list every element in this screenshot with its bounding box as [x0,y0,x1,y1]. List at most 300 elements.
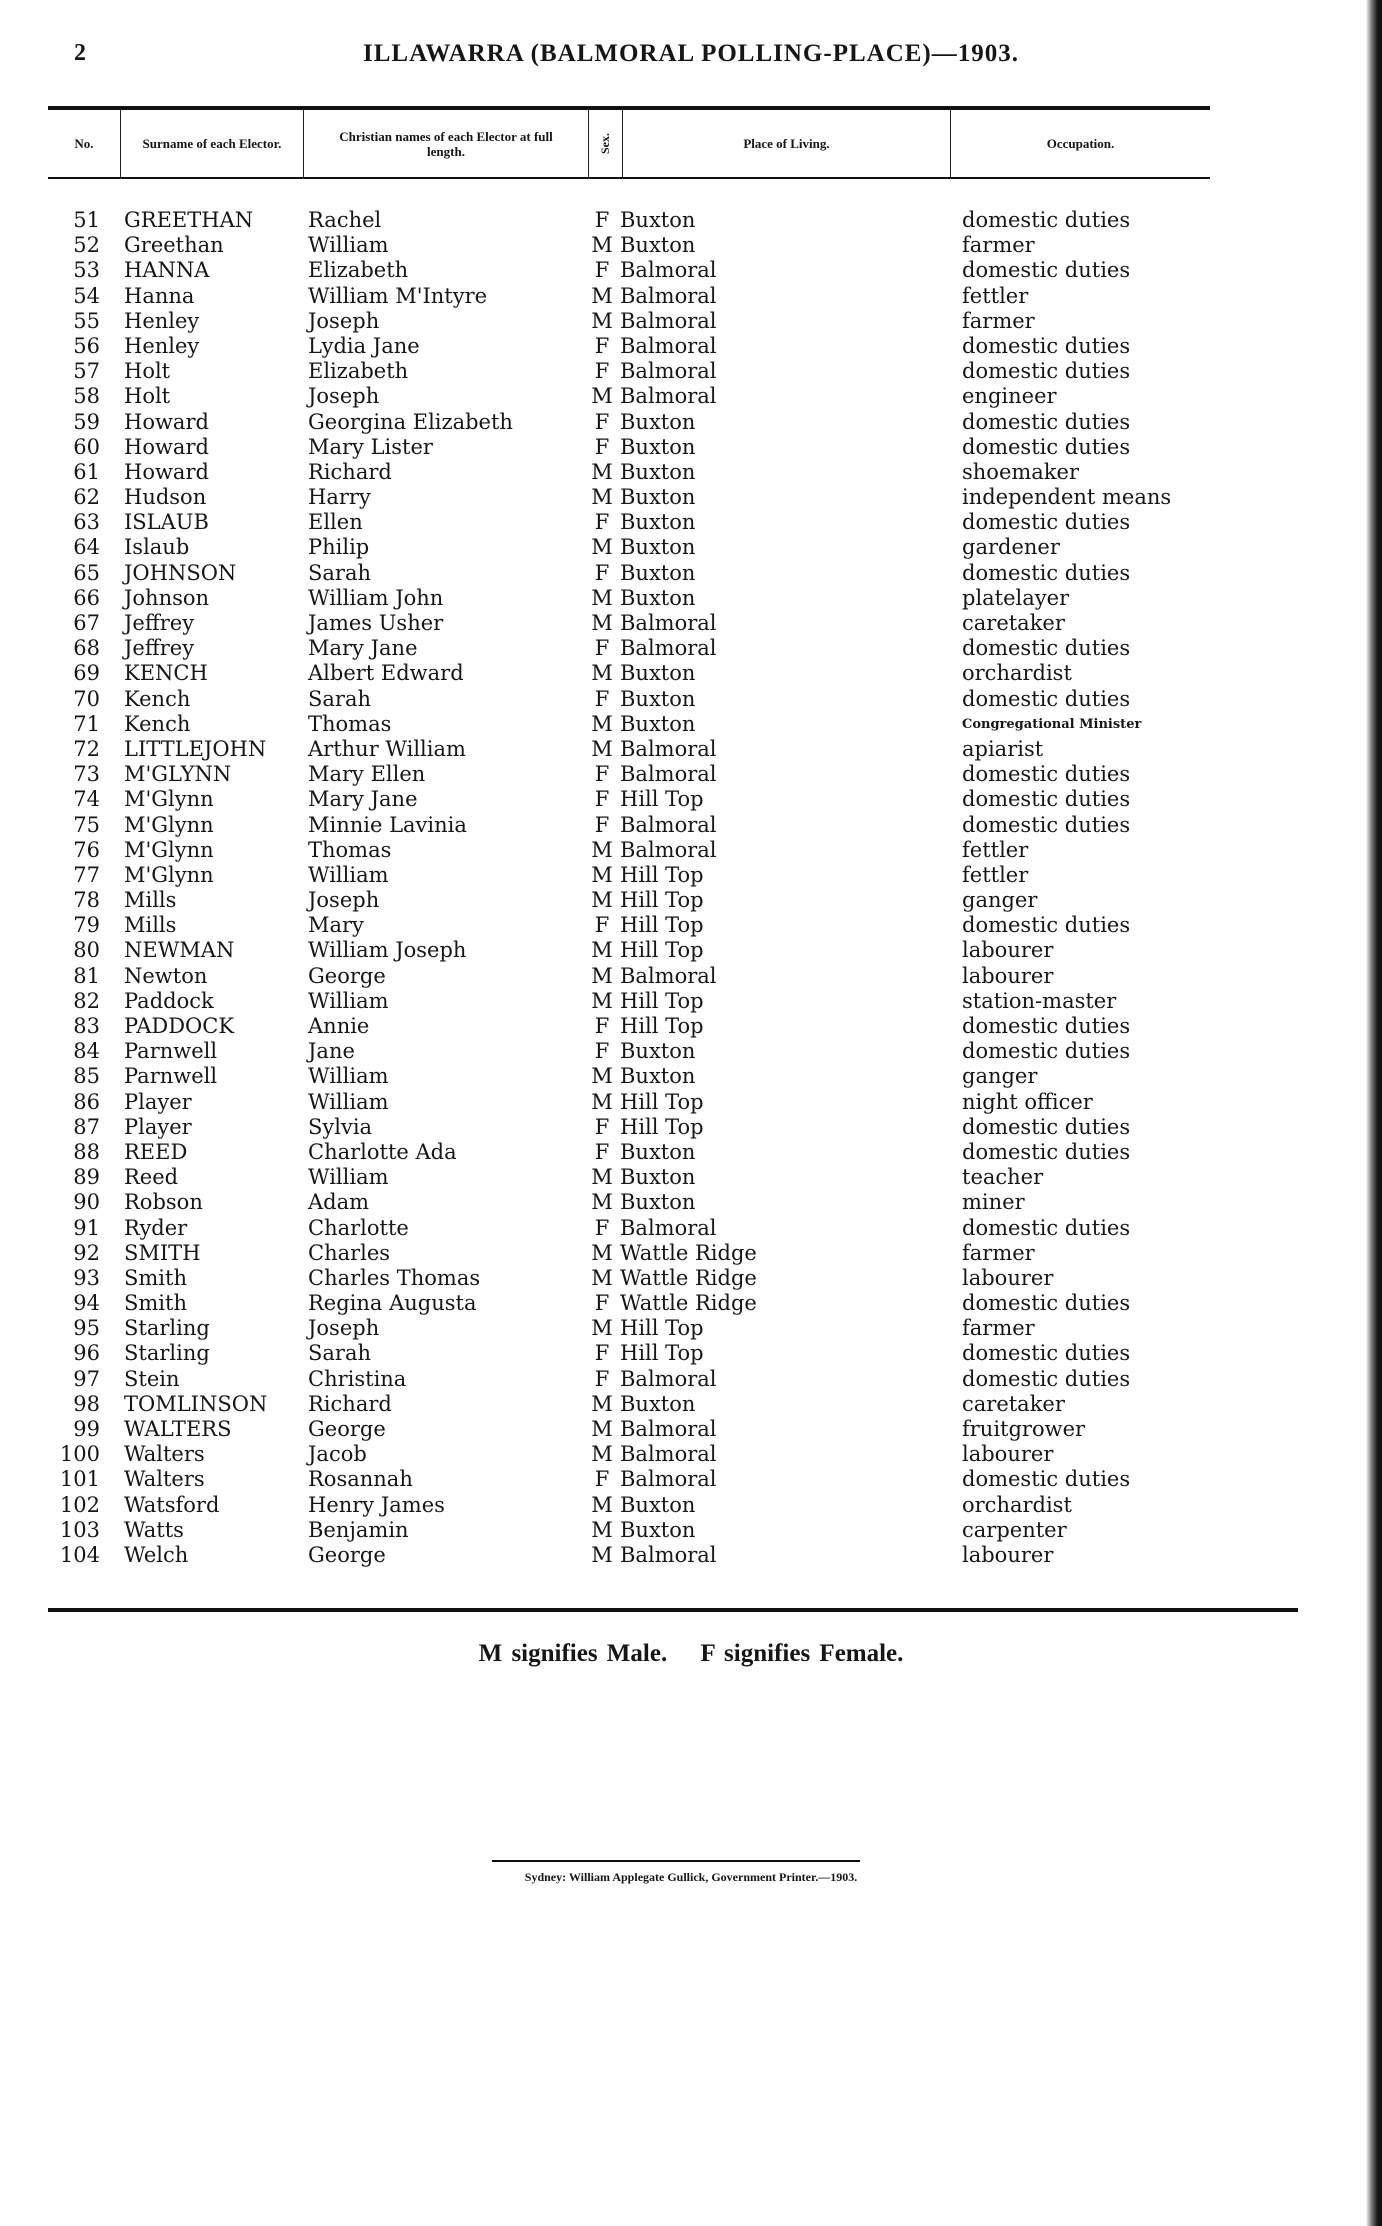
elector-occupation: labourer [962,1265,1054,1290]
elector-sex: M [591,611,613,635]
elector-sex: M [591,862,613,887]
elector-christian-names: Mary Jane [308,787,418,812]
elector-number: 99 [73,1417,100,1441]
page-number: 2 [74,40,86,66]
elector-sex: M [591,1542,613,1567]
elector-sex: F [594,686,610,711]
column-header-surname: Surname of each Elector. [120,110,303,177]
elector-christian-names: Arthur William [308,736,466,761]
table-row [0,1341,1382,1366]
elector-number: 95 [73,1316,100,1341]
elector-place-of-living: Balmoral [620,333,717,358]
elector-surname: Johnson [124,585,210,610]
elector-occupation: domestic duties [962,1139,1131,1164]
elector-occupation: miner [962,1190,1025,1215]
elector-christian-names: Richard [308,459,392,484]
elector-christian-names: Benjamin [308,1517,409,1542]
table-row [0,813,1382,838]
elector-sex: F [594,560,610,585]
elector-sex: F [594,1366,610,1391]
table-row [0,611,1382,636]
table-row [0,1064,1382,1089]
elector-surname: WALTERS [124,1417,232,1441]
elector-place-of-living: Buxton [620,1139,696,1164]
elector-place-of-living: Hill Top [620,1114,704,1139]
elector-sex: M [591,535,613,560]
elector-number: 78 [73,888,100,913]
elector-sex: M [591,938,613,963]
elector-number: 56 [73,333,100,358]
table-row [0,989,1382,1014]
elector-surname: Greethan [124,233,224,258]
elector-christian-names: George [308,1542,386,1567]
elector-christian-names: Rosannah [308,1467,413,1492]
elector-christian-names: Georgina Elizabeth [308,409,513,434]
elector-sex: M [591,485,613,510]
elector-surname: Smith [124,1265,187,1290]
elector-surname: Howard [124,434,209,459]
elector-surname: M'Glynn [124,837,214,862]
elector-sex: M [591,384,613,409]
elector-number: 71 [73,711,100,736]
elector-occupation: fettler [962,837,1029,862]
elector-place-of-living: Balmoral [620,812,717,837]
elector-occupation: domestic duties [962,762,1131,787]
table-row [0,1316,1382,1341]
elector-place-of-living: Buxton [620,1039,696,1064]
elector-christian-names: Charlotte Ada [308,1139,457,1164]
elector-christian-names: Annie [308,1014,370,1038]
elector-christian-names: Ellen [308,510,363,535]
elector-number: 54 [73,283,100,308]
elector-christian-names: Sarah [308,686,371,711]
elector-surname: JOHNSON [124,560,237,585]
elector-sex: F [594,359,610,384]
page-header [0,38,1382,78]
elector-place-of-living: Buxton [620,208,696,232]
elector-occupation: domestic duties [962,434,1131,459]
elector-occupation: domestic duties [962,1014,1131,1038]
elector-sex: F [594,636,610,661]
imprint-rule [492,1860,860,1862]
elector-occupation: domestic duties [962,812,1131,837]
elector-number: 67 [73,611,100,635]
electors-list [0,208,1382,1568]
elector-sex: M [591,1089,613,1114]
table-row [0,258,1382,283]
elector-number: 57 [73,359,100,384]
elector-occupation: domestic duties [962,208,1131,232]
elector-sex: M [591,233,613,258]
elector-surname: Ryder [124,1215,188,1240]
elector-number: 104 [59,1542,100,1567]
elector-place-of-living: Balmoral [620,736,717,761]
elector-place-of-living: Balmoral [620,283,717,308]
elector-sex: F [594,1341,610,1366]
column-header-christian-names: Christian names of each Elector at full length. [303,110,588,177]
elector-christian-names: Elizabeth [308,359,409,384]
column-header-place-of-living: Place of Living. [622,110,950,177]
column-header-no: No. [74,136,94,151]
elector-number: 91 [73,1215,100,1240]
elector-christian-names: William [308,988,389,1013]
table-row [0,384,1382,409]
elector-sex: M [591,1517,613,1542]
elector-christian-names: Albert Edward [308,661,464,686]
table-row [0,1190,1382,1215]
table-row [0,233,1382,258]
elector-occupation: farmer [962,1316,1035,1341]
elector-christian-names: Sarah [308,560,371,585]
elector-place-of-living: Hill Top [620,1316,704,1341]
elector-occupation: platelayer [962,585,1070,610]
elector-occupation: domestic duties [962,636,1131,661]
elector-number: 89 [73,1165,100,1190]
elector-surname: NEWMAN [124,938,235,963]
elector-place-of-living: Balmoral [620,636,717,661]
table-row [0,334,1382,359]
table-row [0,687,1382,712]
elector-christian-names: Joseph [308,384,380,409]
elector-surname: Robson [124,1190,203,1215]
elector-number: 82 [73,988,100,1013]
elector-place-of-living: Buxton [620,434,696,459]
elector-occupation: caretaker [962,611,1065,635]
elector-place-of-living: Balmoral [620,1417,717,1441]
column-header-occupation: Occupation. [950,110,1210,177]
elector-number: 58 [73,384,100,409]
table-row [0,208,1382,233]
table-row [0,712,1382,737]
elector-sex: M [591,585,613,610]
elector-place-of-living: Hill Top [620,988,704,1013]
elector-occupation: labourer [962,1542,1054,1567]
table-row [0,661,1382,686]
elector-place-of-living: Hill Top [620,862,704,887]
elector-surname: Hudson [124,485,207,510]
elector-occupation: fettler [962,283,1029,308]
elector-number: 74 [73,787,100,812]
table-row [0,535,1382,560]
elector-occupation: farmer [962,308,1035,333]
table-row [0,888,1382,913]
elector-occupation: domestic duties [962,409,1131,434]
elector-christian-names: Rachel [308,208,382,232]
column-header-sex: Sex. [588,110,622,177]
table-row [0,1140,1382,1165]
printer-imprint: Sydney: William Applegate Gullick, Government Printer.—1903. [524,1870,858,1884]
elector-christian-names: William [308,1165,389,1190]
elector-number: 63 [73,510,100,535]
elector-number: 96 [73,1341,100,1366]
elector-number: 88 [73,1139,100,1164]
elector-surname: Walters [124,1442,205,1467]
elector-occupation: farmer [962,1240,1035,1265]
elector-number: 79 [73,913,100,938]
elector-number: 85 [73,1064,100,1089]
elector-christian-names: Harry [308,485,371,510]
table-row [0,1442,1382,1467]
elector-place-of-living: Buxton [620,1165,696,1190]
table-row [0,309,1382,334]
elector-christian-names: William [308,862,389,887]
elector-number: 97 [73,1366,100,1391]
elector-sex: F [594,510,610,535]
elector-occupation: Congregational Minister [962,716,1142,732]
elector-surname: Jeffrey [124,636,195,661]
elector-christian-names: Mary Ellen [308,762,426,787]
elector-place-of-living: Buxton [620,1064,696,1089]
elector-number: 101 [59,1467,100,1492]
elector-occupation: domestic duties [962,1039,1131,1064]
elector-christian-names: Joseph [308,308,380,333]
page-title: ILLAWARRA (BALMORAL POLLING-PLACE)—1903. [362,40,1020,67]
elector-christian-names: Regina Augusta [308,1291,477,1316]
elector-occupation: farmer [962,233,1035,258]
table-row [0,1367,1382,1392]
table-header-rule [48,177,1210,179]
elector-place-of-living: Wattle Ridge [620,1291,757,1316]
table-row [0,410,1382,435]
table-row [0,1014,1382,1039]
elector-occupation: domestic duties [962,1291,1131,1316]
elector-place-of-living: Hill Top [620,938,704,963]
elector-surname: M'Glynn [124,812,214,837]
elector-number: 55 [73,308,100,333]
elector-occupation: ganger [962,1064,1038,1089]
elector-surname: GREETHAN [124,208,254,232]
elector-number: 73 [73,762,100,787]
elector-occupation: domestic duties [962,787,1131,812]
elector-christian-names: Mary [308,913,364,938]
table-row [0,1493,1382,1518]
elector-number: 64 [73,535,100,560]
elector-occupation: station-master [962,988,1117,1013]
elector-place-of-living: Buxton [620,535,696,560]
table-row [0,1115,1382,1140]
elector-surname: Mills [124,888,177,913]
elector-place-of-living: Buxton [620,510,696,535]
elector-surname: Welch [124,1542,189,1567]
table-row [0,485,1382,510]
elector-sex: M [591,888,613,913]
elector-sex: F [594,1114,610,1139]
elector-christian-names: Mary Lister [308,434,433,459]
elector-place-of-living: Buxton [620,711,696,736]
table-row [0,1417,1382,1442]
elector-place-of-living: Balmoral [620,1366,717,1391]
elector-sex: F [594,434,610,459]
elector-place-of-living: Buxton [620,661,696,686]
elector-number: 59 [73,409,100,434]
table-row [0,1518,1382,1543]
elector-surname: Starling [124,1341,210,1366]
elector-sex: M [591,283,613,308]
table-row [0,1543,1382,1568]
elector-occupation: domestic duties [962,1341,1131,1366]
elector-surname: SMITH [124,1240,201,1265]
elector-sex: M [591,1190,613,1215]
elector-christian-names: James Usher [308,611,444,635]
elector-number: 72 [73,736,100,761]
elector-place-of-living: Balmoral [620,1442,717,1467]
table-bottom-rule [48,1608,1298,1612]
elector-christian-names: Richard [308,1391,392,1416]
elector-place-of-living: Balmoral [620,1467,717,1492]
table-row [0,636,1382,661]
table-row [0,1039,1382,1064]
table-row [0,787,1382,812]
elector-place-of-living: Hill Top [620,787,704,812]
elector-sex: M [591,1391,613,1416]
elector-christian-names: Sarah [308,1341,371,1366]
elector-number: 102 [59,1492,100,1517]
elector-number: 69 [73,661,100,686]
elector-occupation: gardener [962,535,1060,560]
elector-place-of-living: Buxton [620,1492,696,1517]
elector-sex: M [591,1240,613,1265]
elector-surname: TOMLINSON [124,1391,268,1416]
elector-sex: F [594,913,610,938]
elector-occupation: domestic duties [962,913,1131,938]
elector-occupation: domestic duties [962,686,1131,711]
elector-surname: Howard [124,409,209,434]
elector-place-of-living: Balmoral [620,963,717,988]
elector-surname: Hanna [124,283,195,308]
elector-occupation: ganger [962,888,1038,913]
elector-sex: F [594,1014,610,1038]
legend-male: M signifies Male. [478,1640,668,1667]
elector-occupation: orchardist [962,661,1072,686]
elector-number: 51 [73,208,100,232]
table-row [0,838,1382,863]
table-row [0,359,1382,384]
elector-surname: Parnwell [124,1039,218,1064]
elector-surname: M'Glynn [124,787,214,812]
elector-surname: M'Glynn [124,862,214,887]
elector-surname: Newton [124,963,208,988]
sex-legend [0,1640,1382,1668]
elector-christian-names: Mary Jane [308,636,418,661]
elector-christian-names: Lydia Jane [308,333,420,358]
table-row [0,460,1382,485]
elector-christian-names: William [308,1089,389,1114]
elector-surname: Holt [124,359,171,384]
elector-occupation: domestic duties [962,359,1131,384]
elector-occupation: domestic duties [962,1114,1131,1139]
elector-christian-names: Thomas [308,711,392,736]
elector-place-of-living: Balmoral [620,359,717,384]
elector-sex: M [591,988,613,1013]
elector-christian-names: Christina [308,1366,407,1391]
elector-number: 68 [73,636,100,661]
elector-surname: Player [124,1089,192,1114]
elector-surname: Kench [124,711,191,736]
elector-christian-names: Sylvia [308,1114,373,1139]
elector-number: 83 [73,1014,100,1038]
elector-place-of-living: Buxton [620,485,696,510]
elector-christian-names: Elizabeth [308,258,409,283]
elector-number: 81 [73,963,100,988]
elector-christian-names: Philip [308,535,370,560]
elector-place-of-living: Wattle Ridge [620,1240,757,1265]
elector-occupation: domestic duties [962,1467,1131,1492]
table-row [0,1266,1382,1291]
elector-occupation: fruitgrower [962,1417,1086,1441]
elector-place-of-living: Balmoral [620,837,717,862]
elector-occupation: labourer [962,938,1054,963]
elector-sex: F [594,333,610,358]
elector-sex: F [594,812,610,837]
elector-number: 84 [73,1039,100,1064]
table-row [0,863,1382,888]
elector-number: 103 [59,1517,100,1542]
elector-surname: Islaub [124,535,190,560]
table-row [0,1090,1382,1115]
elector-surname: ISLAUB [124,510,209,535]
elector-sex: M [591,711,613,736]
table-row [0,938,1382,963]
elector-number: 100 [59,1442,100,1467]
elector-sex: M [591,1417,613,1441]
elector-sex: M [591,1265,613,1290]
elector-number: 53 [73,258,100,283]
elector-sex: M [591,963,613,988]
elector-place-of-living: Buxton [620,1391,696,1416]
elector-number: 61 [73,459,100,484]
elector-surname: Henley [124,308,200,333]
elector-place-of-living: Buxton [620,1190,696,1215]
elector-number: 80 [73,938,100,963]
elector-number: 77 [73,862,100,887]
elector-number: 52 [73,233,100,258]
elector-place-of-living: Buxton [620,585,696,610]
table-row [0,1467,1382,1492]
elector-number: 70 [73,686,100,711]
elector-surname: LITTLEJOHN [124,736,267,761]
elector-christian-names: Adam [308,1190,370,1215]
elector-place-of-living: Balmoral [620,308,717,333]
elector-sex: F [594,208,610,232]
elector-surname: Reed [124,1165,179,1190]
elector-sex: F [594,787,610,812]
elector-place-of-living: Balmoral [620,1215,717,1240]
elector-sex: F [594,1215,610,1240]
elector-sex: M [591,1442,613,1467]
elector-sex: M [591,308,613,333]
elector-christian-names: William [308,1064,389,1089]
elector-place-of-living: Hill Top [620,1014,704,1038]
table-row [0,964,1382,989]
elector-place-of-living: Hill Top [620,888,704,913]
table-row [0,1291,1382,1316]
table-row [0,737,1382,762]
table-row [0,913,1382,938]
elector-christian-names: George [308,963,386,988]
elector-sex: F [594,1039,610,1064]
elector-place-of-living: Buxton [620,1517,696,1542]
elector-number: 86 [73,1089,100,1114]
elector-surname: Player [124,1114,192,1139]
elector-number: 65 [73,560,100,585]
elector-christian-names: Charles [308,1240,391,1265]
elector-sex: F [594,409,610,434]
elector-number: 87 [73,1114,100,1139]
table-row [0,561,1382,586]
elector-occupation: domestic duties [962,1366,1131,1391]
elector-surname: M'GLYNN [124,762,232,787]
elector-christian-names: Jacob [308,1442,367,1467]
